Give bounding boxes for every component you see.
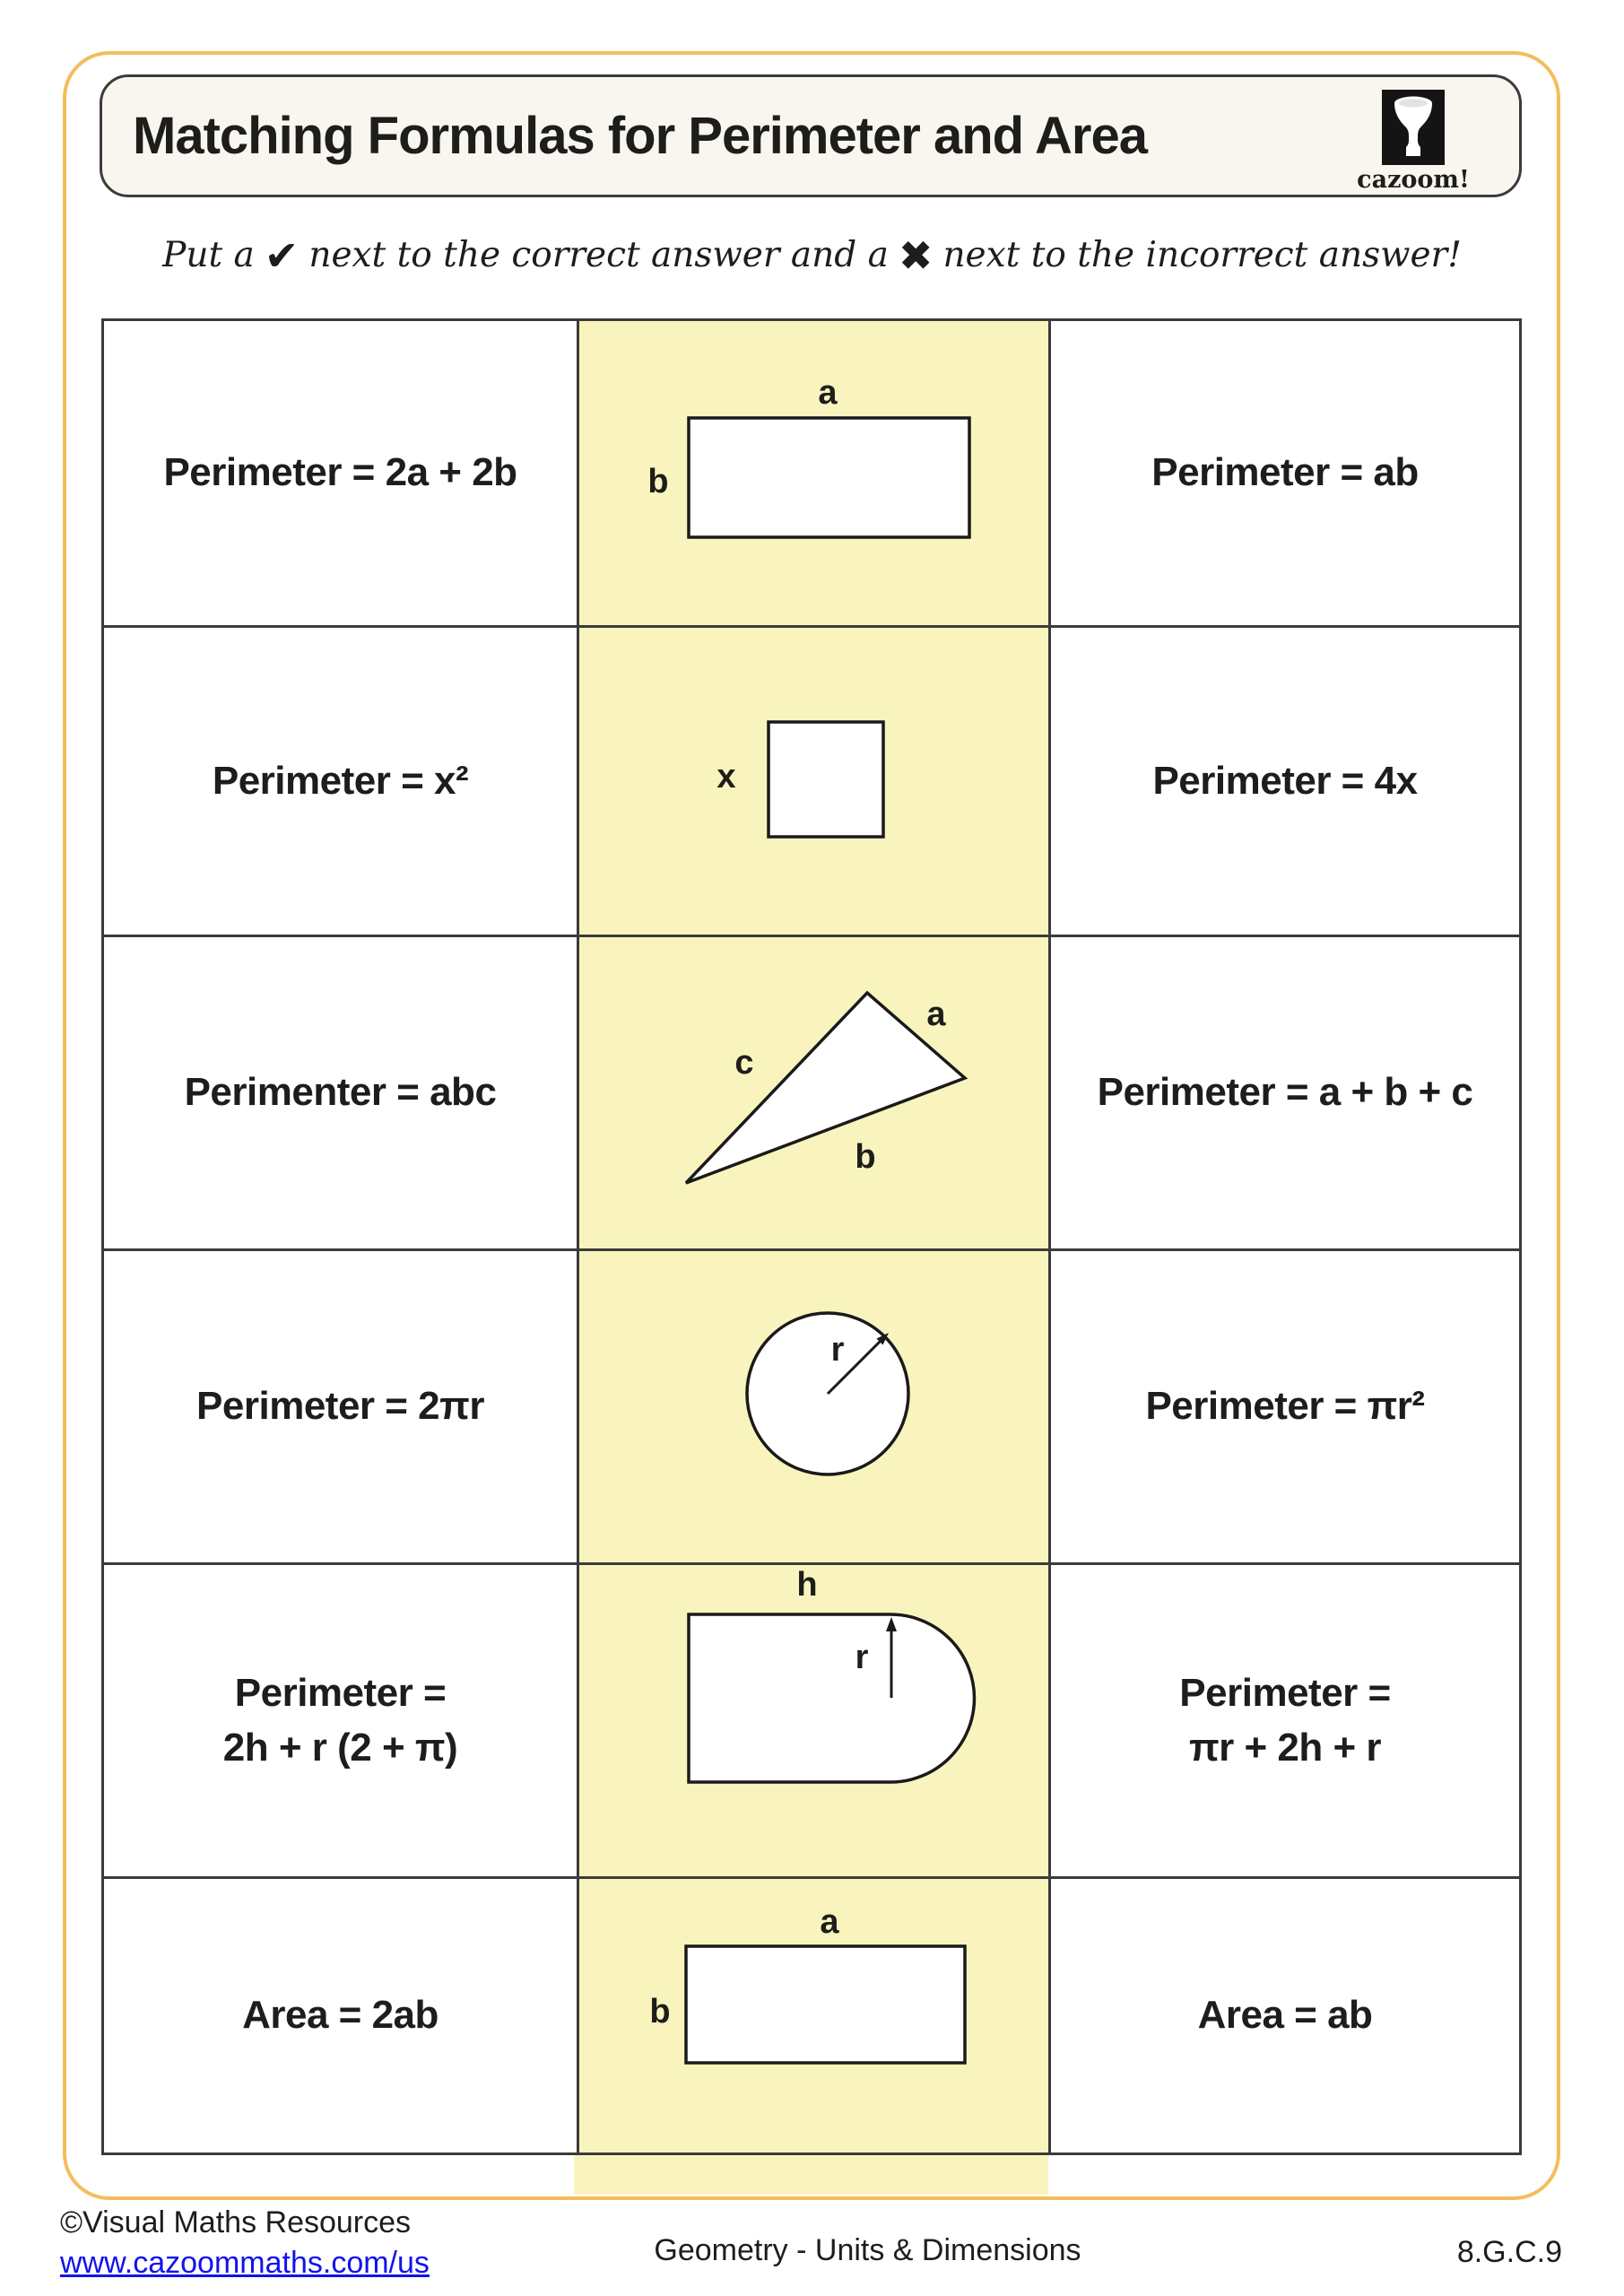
instruction-part1: Put a bbox=[162, 235, 255, 275]
shape-label-a: a bbox=[820, 1903, 839, 1941]
matching-table bbox=[101, 318, 1522, 2155]
title-box bbox=[100, 74, 1522, 197]
table-row bbox=[104, 1565, 1519, 1879]
instruction-text bbox=[0, 231, 1624, 280]
formula-text: Perimeter = 4x bbox=[1152, 758, 1418, 803]
formula-cell-left bbox=[104, 1879, 577, 2152]
shape-cell bbox=[577, 937, 1051, 1248]
formula-text: Perimeter = πr² bbox=[1145, 1384, 1425, 1429]
formula-text bbox=[1179, 1666, 1390, 1775]
circle-shape bbox=[579, 1251, 1048, 1562]
formula-line-2: 2h + r (2 + π) bbox=[222, 1725, 458, 1770]
formula-cell-right bbox=[1051, 321, 1519, 625]
formula-text: Perimeter = 2a + 2b bbox=[163, 450, 517, 495]
formula-cell-right bbox=[1051, 1879, 1519, 2152]
instruction-part3: next to the incorrect answer! bbox=[942, 235, 1462, 275]
cross-icon: ✖ bbox=[898, 231, 934, 280]
shape-label-a: a bbox=[926, 996, 946, 1033]
middle-column-highlight-tail bbox=[574, 2151, 1048, 2195]
formula-line-1: Perimeter = bbox=[234, 1670, 447, 1715]
formula-cell-right bbox=[1051, 937, 1519, 1248]
formula-cell-right bbox=[1051, 1565, 1519, 1876]
formula-cell-left bbox=[104, 937, 577, 1248]
shape-cell bbox=[577, 321, 1051, 625]
formula-text: Perimeter = a + b + c bbox=[1097, 1070, 1473, 1115]
formula-text: Area = ab bbox=[1197, 1993, 1373, 2038]
logo-text: cazoom! bbox=[1357, 166, 1470, 194]
footer-topic: Geometry - Units & Dimensions bbox=[654, 2233, 1081, 2267]
shape-label-a: a bbox=[818, 374, 838, 412]
formula-cell-left bbox=[104, 1251, 577, 1562]
shape-label-b: b bbox=[649, 1993, 671, 2031]
table-row bbox=[104, 1879, 1519, 2152]
website-link[interactable]: www.cazoommaths.com/us bbox=[60, 2246, 430, 2280]
formula-cell-right bbox=[1051, 1251, 1519, 1562]
table-row bbox=[104, 628, 1519, 937]
square-shape bbox=[579, 628, 1048, 935]
shape-cell bbox=[577, 1879, 1051, 2152]
shape-cell bbox=[577, 1251, 1051, 1562]
cazoom-logo bbox=[1342, 90, 1485, 194]
shape-label-c: c bbox=[734, 1044, 754, 1082]
formula-text: Perimeter = x² bbox=[212, 758, 469, 803]
shape-cell bbox=[577, 628, 1051, 935]
standard-code: 8.G.C.9 bbox=[1456, 2235, 1562, 2269]
rectangle-semicircle-shape bbox=[579, 1565, 1048, 1876]
shape-label-b: b bbox=[647, 463, 669, 500]
formula-text: Perimeter = 2πr bbox=[196, 1384, 484, 1429]
shape-label-h: h bbox=[796, 1566, 818, 1604]
formula-cell-right bbox=[1051, 628, 1519, 935]
page-title: Matching Formulas for Perimeter and Area bbox=[133, 107, 1148, 165]
shape-label-b: b bbox=[855, 1138, 876, 1176]
table-row bbox=[104, 321, 1519, 628]
formula-text bbox=[223, 1666, 457, 1775]
drum-icon-glyph bbox=[1391, 95, 1436, 160]
check-icon: ✔ bbox=[264, 231, 300, 280]
copyright-text: ©Visual Maths Resources bbox=[60, 2205, 412, 2239]
triangle-shape bbox=[579, 937, 1048, 1248]
shape-cell bbox=[577, 1565, 1051, 1876]
formula-text: Area = 2ab bbox=[242, 1993, 439, 2038]
formula-text: Perimeter = ab bbox=[1151, 450, 1419, 495]
shape-label-r: r bbox=[830, 1331, 845, 1369]
formula-line-2: πr + 2h + r bbox=[1188, 1725, 1382, 1770]
formula-text: Perimenter = abc bbox=[184, 1070, 497, 1115]
formula-cell-left bbox=[104, 321, 577, 625]
shape-label-r: r bbox=[855, 1639, 869, 1676]
formula-cell-left bbox=[104, 628, 577, 935]
table-row bbox=[104, 937, 1519, 1251]
formula-cell-left bbox=[104, 1565, 577, 1876]
shape-label-x: x bbox=[716, 758, 736, 796]
drum-icon bbox=[1382, 90, 1445, 165]
table-row bbox=[104, 1251, 1519, 1565]
instruction-part2: next to the correct answer and a bbox=[308, 235, 889, 275]
formula-line-1: Perimeter = bbox=[1179, 1670, 1391, 1715]
